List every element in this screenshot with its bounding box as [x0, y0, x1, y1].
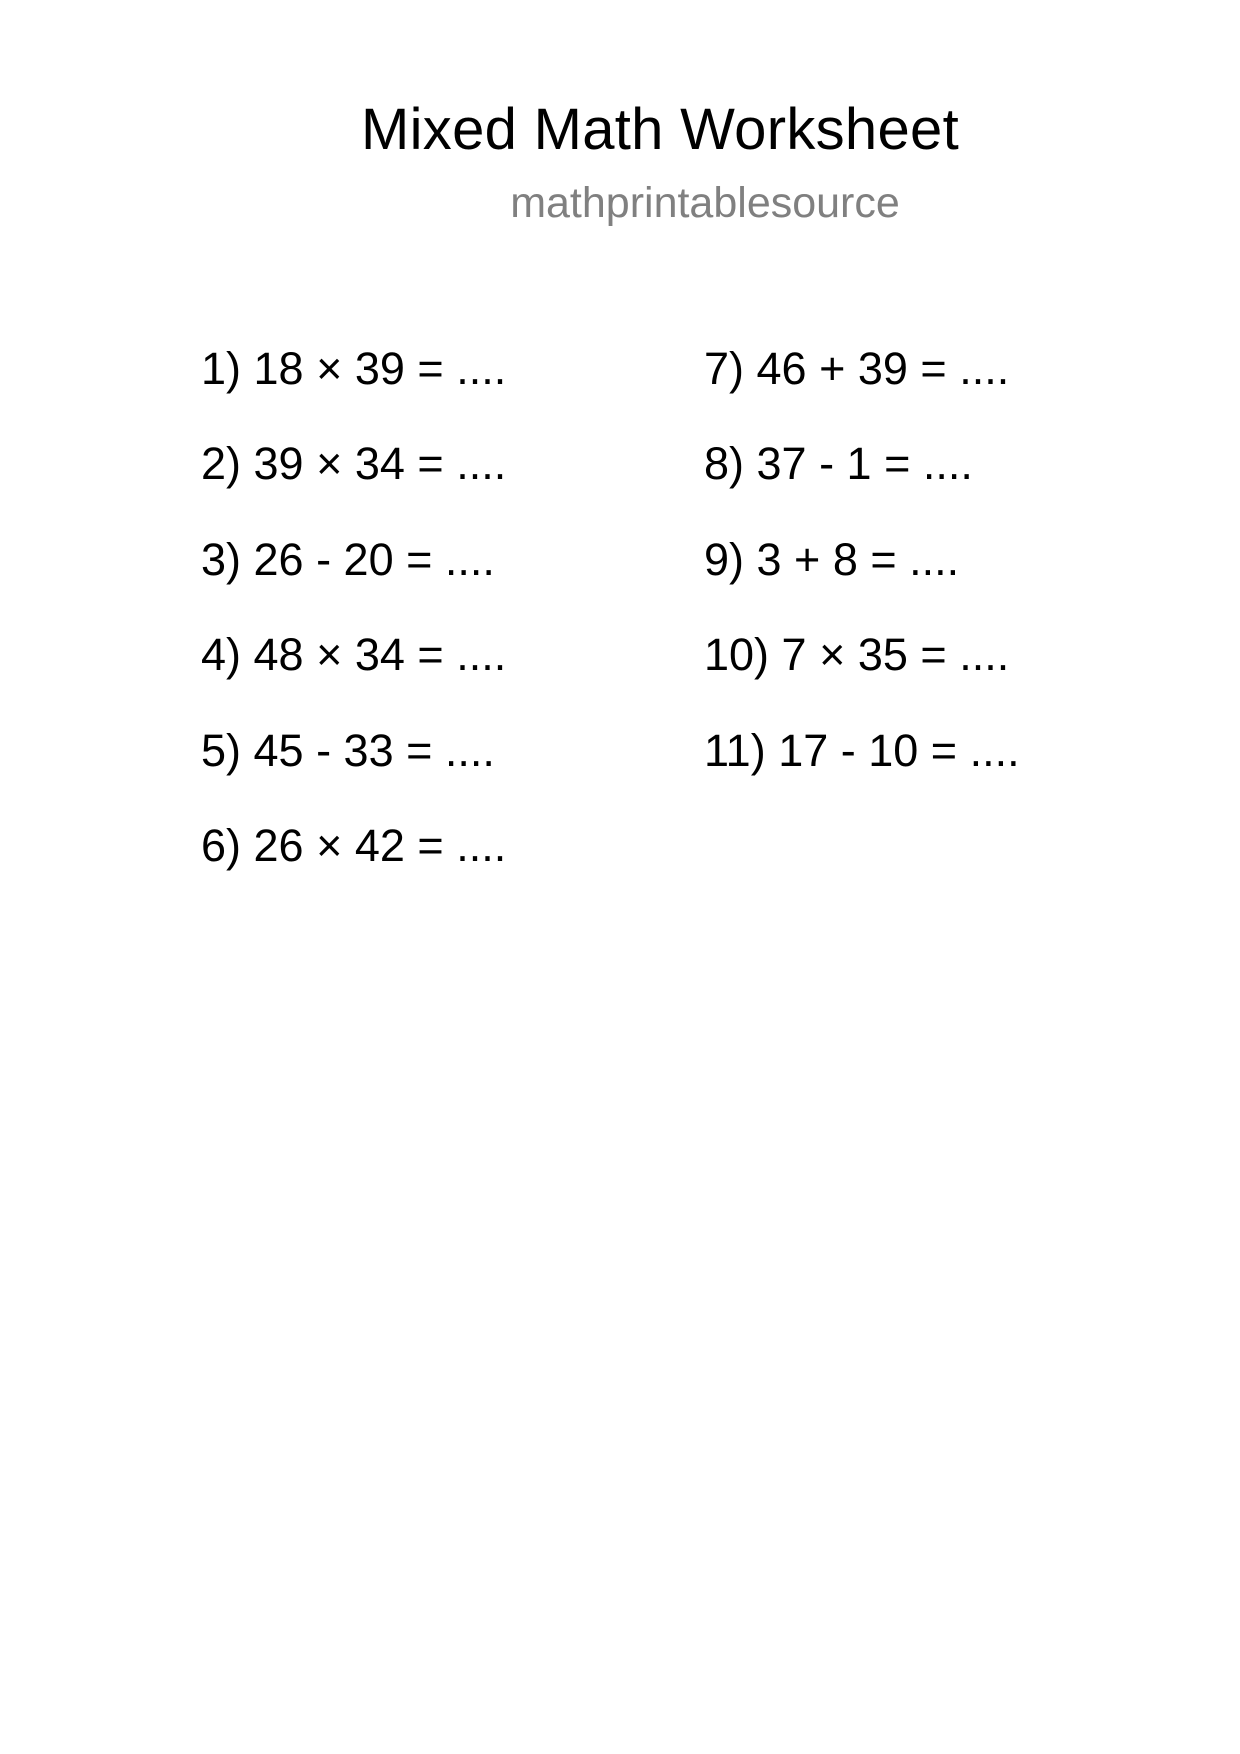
problem-10: 10) 7 × 35 = ....: [704, 629, 1010, 681]
problem-9: 9) 3 + 8 = ....: [704, 533, 960, 585]
problem-7: 7) 46 + 39 = ....: [704, 343, 1010, 394]
worksheet-title: Mixed Math Worksheet: [360, 97, 960, 162]
problem-8: 8) 37 - 1 = ....: [704, 438, 973, 490]
problem-6: 6) 26 × 42 = ....: [201, 819, 507, 871]
problem-column-left: [201, 344, 506, 916]
problem-2: 2) 39 × 34 = ....: [201, 438, 507, 490]
problem-column-right: [704, 344, 1020, 821]
problem-3: 3) 26 - 20 = ....: [201, 533, 495, 585]
problem-11: 11) 17 - 10 = ....: [704, 724, 1020, 776]
problem-4: 4) 48 × 34 = ....: [201, 629, 507, 681]
problem-1: 1) 18 × 39 = ....: [201, 343, 507, 394]
source-label: mathprintablesource: [510, 179, 900, 227]
problem-5: 5) 45 - 33 = ....: [201, 724, 495, 776]
